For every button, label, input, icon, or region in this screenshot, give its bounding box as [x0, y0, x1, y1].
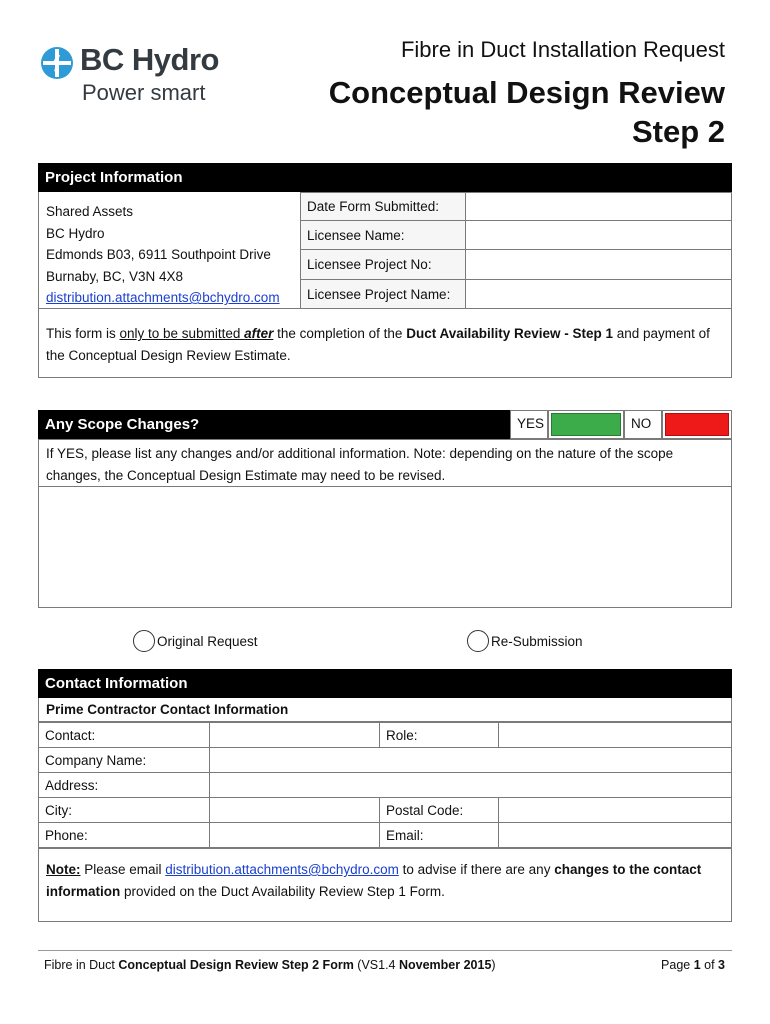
radio-circle-icon — [133, 630, 155, 652]
address-line: Burnaby, BC, V3N 4X8 — [46, 268, 184, 284]
email-label: Email: — [380, 823, 499, 848]
address-label: Address: — [39, 773, 210, 798]
prime-contractor-subheading: Prime Contractor Contact Information — [38, 698, 732, 722]
role-field[interactable] — [499, 723, 732, 748]
project-fields-table — [300, 192, 732, 309]
address-line: Shared Assets — [46, 204, 134, 219]
postal-code-field[interactable] — [499, 798, 732, 823]
re-submission-radio[interactable] — [467, 630, 583, 652]
re-submission-label: Re-Submission — [491, 633, 583, 649]
radio-circle-icon — [467, 630, 489, 652]
document-title: Conceptual Design Review — [328, 75, 725, 110]
document-subtitle: Fibre in Duct Installation Request — [400, 37, 725, 62]
footer-form-title: Fibre in Duct Conceptual Design Review Step 2 Form (VS1.4 November 2015) — [44, 958, 496, 972]
date-submitted-label: Date Form Submitted: — [301, 193, 466, 221]
licensee-name-field[interactable] — [466, 221, 732, 250]
project-submission-note: This form is only to be submitted after the completion of the Duct Availability Review - Step 1 and payment of the Conceptual Design Review Estimate. — [38, 308, 732, 378]
licensee-project-name-label: Licensee Project Name: — [301, 280, 466, 309]
scope-changes-note: If YES, please list any changes and/or additional information. Note: depending on the nature of the scope changes, the Conceptual Design Estimate may need to be revised. — [38, 439, 732, 487]
licensee-project-no-label: Licensee Project No: — [301, 250, 466, 280]
scope-changes-details-field[interactable] — [38, 487, 732, 608]
licensee-name-label: Licensee Name: — [301, 221, 466, 250]
contact-change-note: Note: Please email distribution.attachments@bchydro.com to advise if there are any changes to the contact information provided on the Duct Availability Review Step 1 Form. — [38, 848, 732, 922]
no-toggle[interactable] — [662, 410, 732, 439]
footer-divider — [38, 950, 732, 951]
project-email-link[interactable]: distribution.attachments@bchydro.com — [46, 290, 280, 305]
postal-code-label: Postal Code: — [380, 798, 499, 823]
original-request-radio[interactable] — [133, 630, 258, 652]
project-information-header: Project Information — [38, 163, 732, 192]
contact-field[interactable] — [210, 723, 380, 748]
logo-tagline: Power smart — [82, 80, 206, 105]
address-line: Edmonds B03, 6911 Southpoint Drive — [46, 247, 271, 262]
contact-email-link[interactable]: distribution.attachments@bchydro.com — [165, 862, 399, 877]
address-field[interactable] — [210, 773, 732, 798]
role-label: Role: — [380, 723, 499, 748]
yes-toggle[interactable] — [548, 410, 624, 439]
scope-changes-header: Any Scope Changes? — [38, 410, 510, 439]
original-request-label: Original Request — [157, 633, 258, 649]
logo-name: BC Hydro — [80, 42, 219, 77]
no-label: NO — [624, 410, 662, 439]
city-field[interactable] — [210, 798, 380, 823]
yes-label: YES — [510, 410, 548, 439]
company-name-label: Company Name: — [39, 748, 210, 773]
company-name-field[interactable] — [210, 748, 732, 773]
contact-label: Contact: — [39, 723, 210, 748]
bc-hydro-logo-icon — [40, 46, 74, 80]
contact-table — [38, 722, 732, 848]
phone-field[interactable] — [210, 823, 380, 848]
project-address-block — [38, 192, 300, 308]
bc-hydro-logo — [40, 42, 240, 112]
date-submitted-field[interactable] — [466, 193, 732, 221]
contact-information-header: Contact Information — [38, 669, 732, 698]
licensee-project-no-field[interactable] — [466, 250, 732, 280]
document-step: Step 2 — [631, 114, 725, 149]
address-line: BC Hydro — [46, 225, 105, 241]
city-label: City: — [39, 798, 210, 823]
footer-page-number: Page 1 of 3 — [661, 958, 725, 972]
phone-label: Phone: — [39, 823, 210, 848]
licensee-project-name-field[interactable] — [466, 280, 732, 309]
email-field[interactable] — [499, 823, 732, 848]
